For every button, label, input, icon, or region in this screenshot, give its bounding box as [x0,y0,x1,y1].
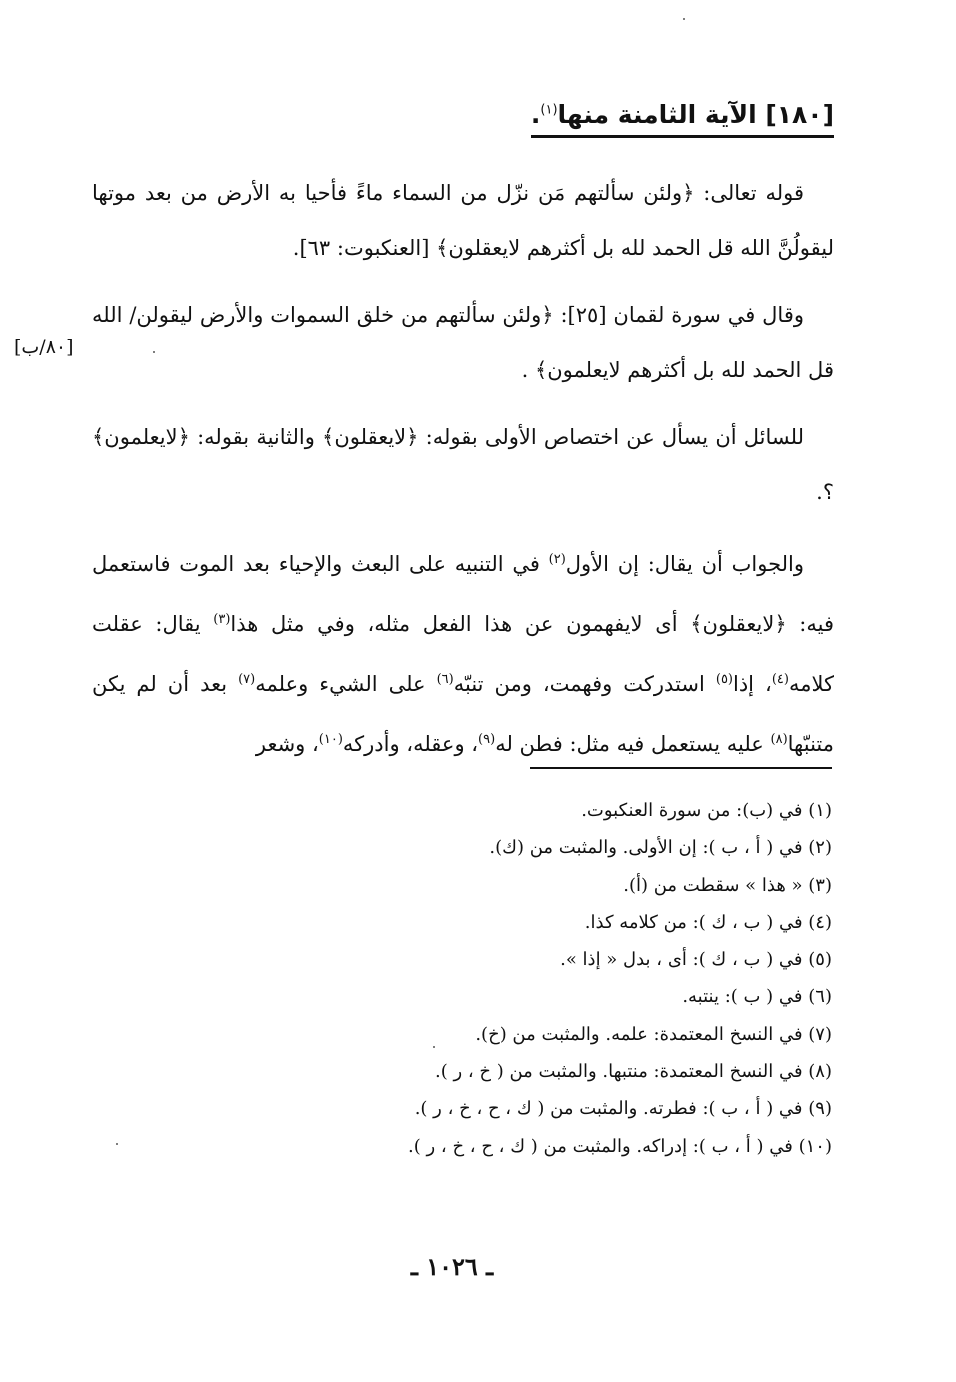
answer-segment: عليه يستعمل فيه مثل: فطن له [495,732,771,756]
section-heading [531,100,834,138]
answer-segment: والجواب أن يقال: إن الأول [565,552,804,576]
footnote-marker: (٢) [548,552,566,567]
answer-segment: بعد أن لم يكن متنبّها [92,672,834,756]
answer-segment: يقال: عقلت كلامه [92,612,834,696]
paragraph-verse-luqman: وقال في سورة لقمان [٢٥]: ﴿ولئن سألتهم من خلق السموات والأرض ليقولن/ الله قل الحمد لله بل أكثرهم لايعلمون﴾ . [92,303,834,382]
paragraph-question: للسائل أن يسأل عن اختصاص الأولى بقوله: ﴿لايعقلون﴾ والثانية بقوله: ﴿لايعلمون﴾ ؟. [92,425,834,504]
footnote-4: (٤) في ( ب ، ك ): من كلامه كذا. [584,911,832,933]
footnote-6: (٦) في ( ب ): ينتبه. [682,986,832,1008]
footnote-separator [530,767,832,769]
scan-speck [433,1046,435,1048]
footnote-marker: (٧) [238,672,256,687]
page-number: ـ ١٠٢٦ ـ [410,1252,494,1281]
answer-segment: ، إذا [733,672,772,696]
answer-segment: على الشيء وعلمه [255,672,437,696]
footnote-8: (٨) في النسخ المعتمدة: منتبها. والمثبت من ( خ ، ر ). [434,1061,832,1083]
answer-segment: في التنبيه على البعث والإحياء بعد الموت فاستعمل فيه: ﴿لايعقلون﴾ أى لايفهمون عن هذا الفعل مثله، وفي مثل هذا [92,552,834,636]
scan-speck [116,1143,118,1145]
main-text [92,166,834,790]
heading-footnote-marker: (١) [540,102,558,118]
footnote-1: (١) في (ب): من سورة العنكبوت. [581,800,832,821]
footnote-10: (١٠) في ( أ ، ب ): إدراكه. والمثبت من ( ك ، ح ، خ ، ر ). [408,1135,832,1157]
footnote-marker: (١٠) [318,732,343,747]
footnote-3: (٣) « هذا » سقطت من (أ). [623,874,832,896]
footnote-5: (٥) في ( ب ، ك ): أى ، بدل « إذا ». [560,949,832,971]
footnote-2: (٢) في ( أ ، ب ): إن الأولى. والمثبت من (ك). [489,837,832,859]
footnote-marker: (٩) [478,732,496,747]
manuscript-folio-reference: [٨٠/ب] [14,336,74,358]
footnote-marker: (٥) [715,672,733,687]
heading-end-mark: . [530,100,541,129]
paragraph-verse-ankabut: قوله تعالى: ﴿ولئن سألتهم مَن نزّل من السماء ماءً فأحيا به الأرض من بعد موتها ليقولُنَّ الله قل الحمد لله بل أكثرهم لايعقلون﴾ [العنكبوت: ٦٣]. [92,181,834,260]
footnote-9: (٩) في ( أ ، ب ): فطرته. والمثبت من ( ك ، ح ، خ ، ر ). [414,1098,832,1120]
footnote-marker: (٦) [436,672,454,687]
answer-segment: ، وعقله، وأدركه [342,732,479,756]
footnote-marker: (٤) [771,672,789,687]
answer-segment: استدركت وفهمت، ومن تنبّه [453,672,716,696]
scan-speck [153,351,155,353]
footnote-marker: (٨) [770,732,788,747]
paragraph-answer [92,532,834,772]
footnotes [92,792,832,1165]
answer-segment: ، وشعر [255,732,319,756]
footnote-marker: (٣) [213,612,231,627]
heading-text: [١٨٠] الآية الثامنة منها [557,100,834,129]
footnote-7: (٧) في النسخ المعتمدة: علمه. والمثبت من (خ). [475,1023,832,1045]
scan-speck [683,18,685,20]
